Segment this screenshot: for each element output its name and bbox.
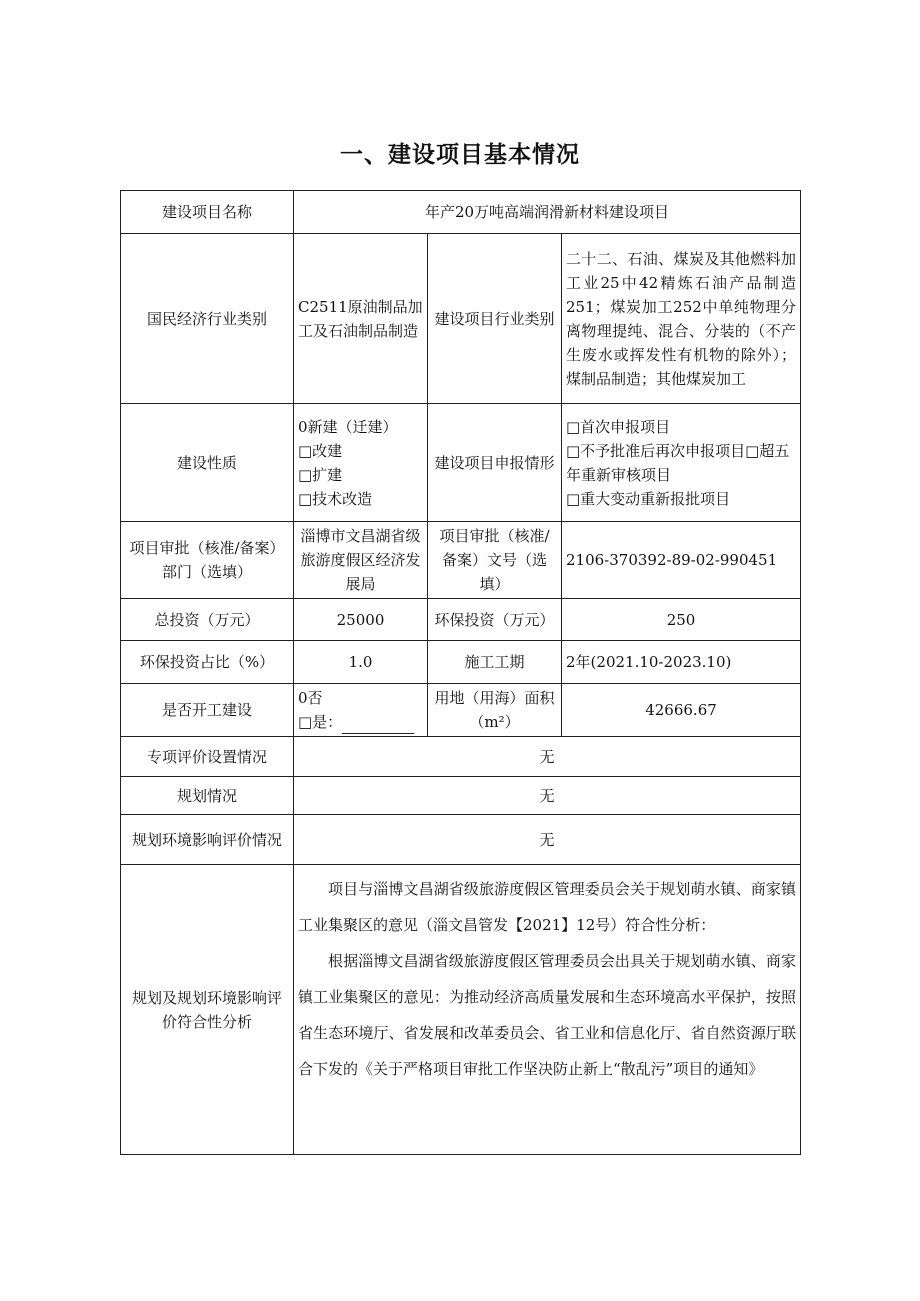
planning-label: 规划情况 (121, 777, 294, 815)
project-info-table (120, 190, 801, 1155)
nature-label: 建设性质 (121, 404, 294, 522)
table-row (121, 777, 801, 815)
started-option-no[interactable]: 0否 (298, 689, 323, 707)
construction-period-value: 2年(2021.10-2023.10) (562, 641, 801, 684)
special-eval-value: 无 (294, 737, 801, 777)
industry-label: 国民经济行业类别 (121, 234, 294, 404)
started-label: 是否开工建设 (121, 684, 294, 737)
nature-option-rebuild[interactable]: □改建 (298, 441, 343, 460)
env-investment-value: 250 (562, 599, 801, 641)
project-industry-label: 建设项目行业类别 (428, 234, 562, 404)
approval-dept-label: 项目审批（核准/备案）部门（选填） (121, 522, 294, 599)
approval-no-value: 2106-370392-89-02-990451 (562, 522, 801, 599)
table-row (121, 522, 801, 599)
construction-period-label: 施工工期 (428, 641, 562, 684)
declare-option-major-change[interactable]: □重大变动重新报批项目 (566, 489, 731, 508)
planning-value: 无 (294, 777, 801, 815)
table-row (121, 737, 801, 777)
nature-options (294, 404, 428, 522)
total-investment-label: 总投资（万元） (121, 599, 294, 641)
planning-env-value: 无 (294, 815, 801, 865)
compliance-paragraph: 项目与淄博文昌湖省级旅游度假区管理委员会关于规划萌水镇、商家镇工业集聚区的意见（淄文昌管发【2021】12号）符合性分析： (298, 880, 797, 934)
table-row (121, 404, 801, 522)
table-row (121, 684, 801, 737)
compliance-analysis (294, 865, 801, 1155)
total-investment-value: 25000 (294, 599, 428, 641)
env-investment-label: 环保投资（万元） (428, 599, 562, 641)
table-row (121, 865, 801, 1155)
table-row (121, 815, 801, 865)
project-name-label: 建设项目名称 (121, 191, 294, 234)
started-option-yes[interactable] (298, 710, 423, 734)
compliance-paragraph: 根据淄博文昌湖省级旅游度假区管理委员会出具关于规划萌水镇、商家镇工业集聚区的意见：为推动经济高质量发展和生态环境高水平保护，按照省生态环境厅、省发展和改革委员会、省工业和信息化厅、省自然资源厅联合下发的《关于严格项目审批工作坚决防止新上“散乱污”项目的通知》 (298, 952, 797, 1078)
nature-option-new[interactable]: 0新建（迁建） (298, 417, 398, 436)
declare-option-resubmit[interactable]: □不予批准后再次申报项目□超五年重新审核项目 (566, 441, 790, 484)
compliance-label: 规划及规划环境影响评价符合性分析 (121, 865, 294, 1155)
table-row (121, 191, 801, 234)
declare-label: 建设项目申报情形 (428, 404, 562, 522)
special-eval-label: 专项评价设置情况 (121, 737, 294, 777)
env-ratio-label: 环保投资占比（%） (121, 641, 294, 684)
project-industry-value: 二十二、石油、煤炭及其他燃料加工业25中42精炼石油产品制造251；煤炭加工252中单纯物理分离物理提纯、混合、分装的（不产生废水或挥发性有机物的除外）；煤制品制造；其他煤炭加工 (562, 234, 801, 404)
env-ratio-value: 1.0 (294, 641, 428, 684)
started-date-blank[interactable] (342, 717, 414, 734)
nature-option-expand[interactable]: □扩建 (298, 465, 343, 484)
table-row (121, 641, 801, 684)
declare-option-first[interactable]: □首次申报项目 (566, 417, 671, 436)
approval-dept-value: 淄博市文昌湖省级旅游度假区经济发展局 (294, 522, 428, 599)
started-options (294, 684, 428, 737)
declare-options (562, 404, 801, 522)
land-area-value: 42666.67 (562, 684, 801, 737)
table-row (121, 599, 801, 641)
table-row (121, 234, 801, 404)
approval-no-label: 项目审批（核准/备案）文号（选填） (428, 522, 562, 599)
started-option-yes-label: □是： (298, 713, 343, 731)
land-area-label: 用地（用海）面积（m²） (428, 684, 562, 737)
industry-value: C2511原油制品加工及石油制品制造 (294, 234, 428, 404)
planning-env-label: 规划环境影响评价情况 (121, 815, 294, 865)
page-title: 一、建设项目基本情况 (340, 142, 580, 168)
project-name-value: 年产20万吨高端润滑新材料建设项目 (294, 191, 801, 234)
nature-option-tech[interactable]: □技术改造 (298, 489, 373, 508)
